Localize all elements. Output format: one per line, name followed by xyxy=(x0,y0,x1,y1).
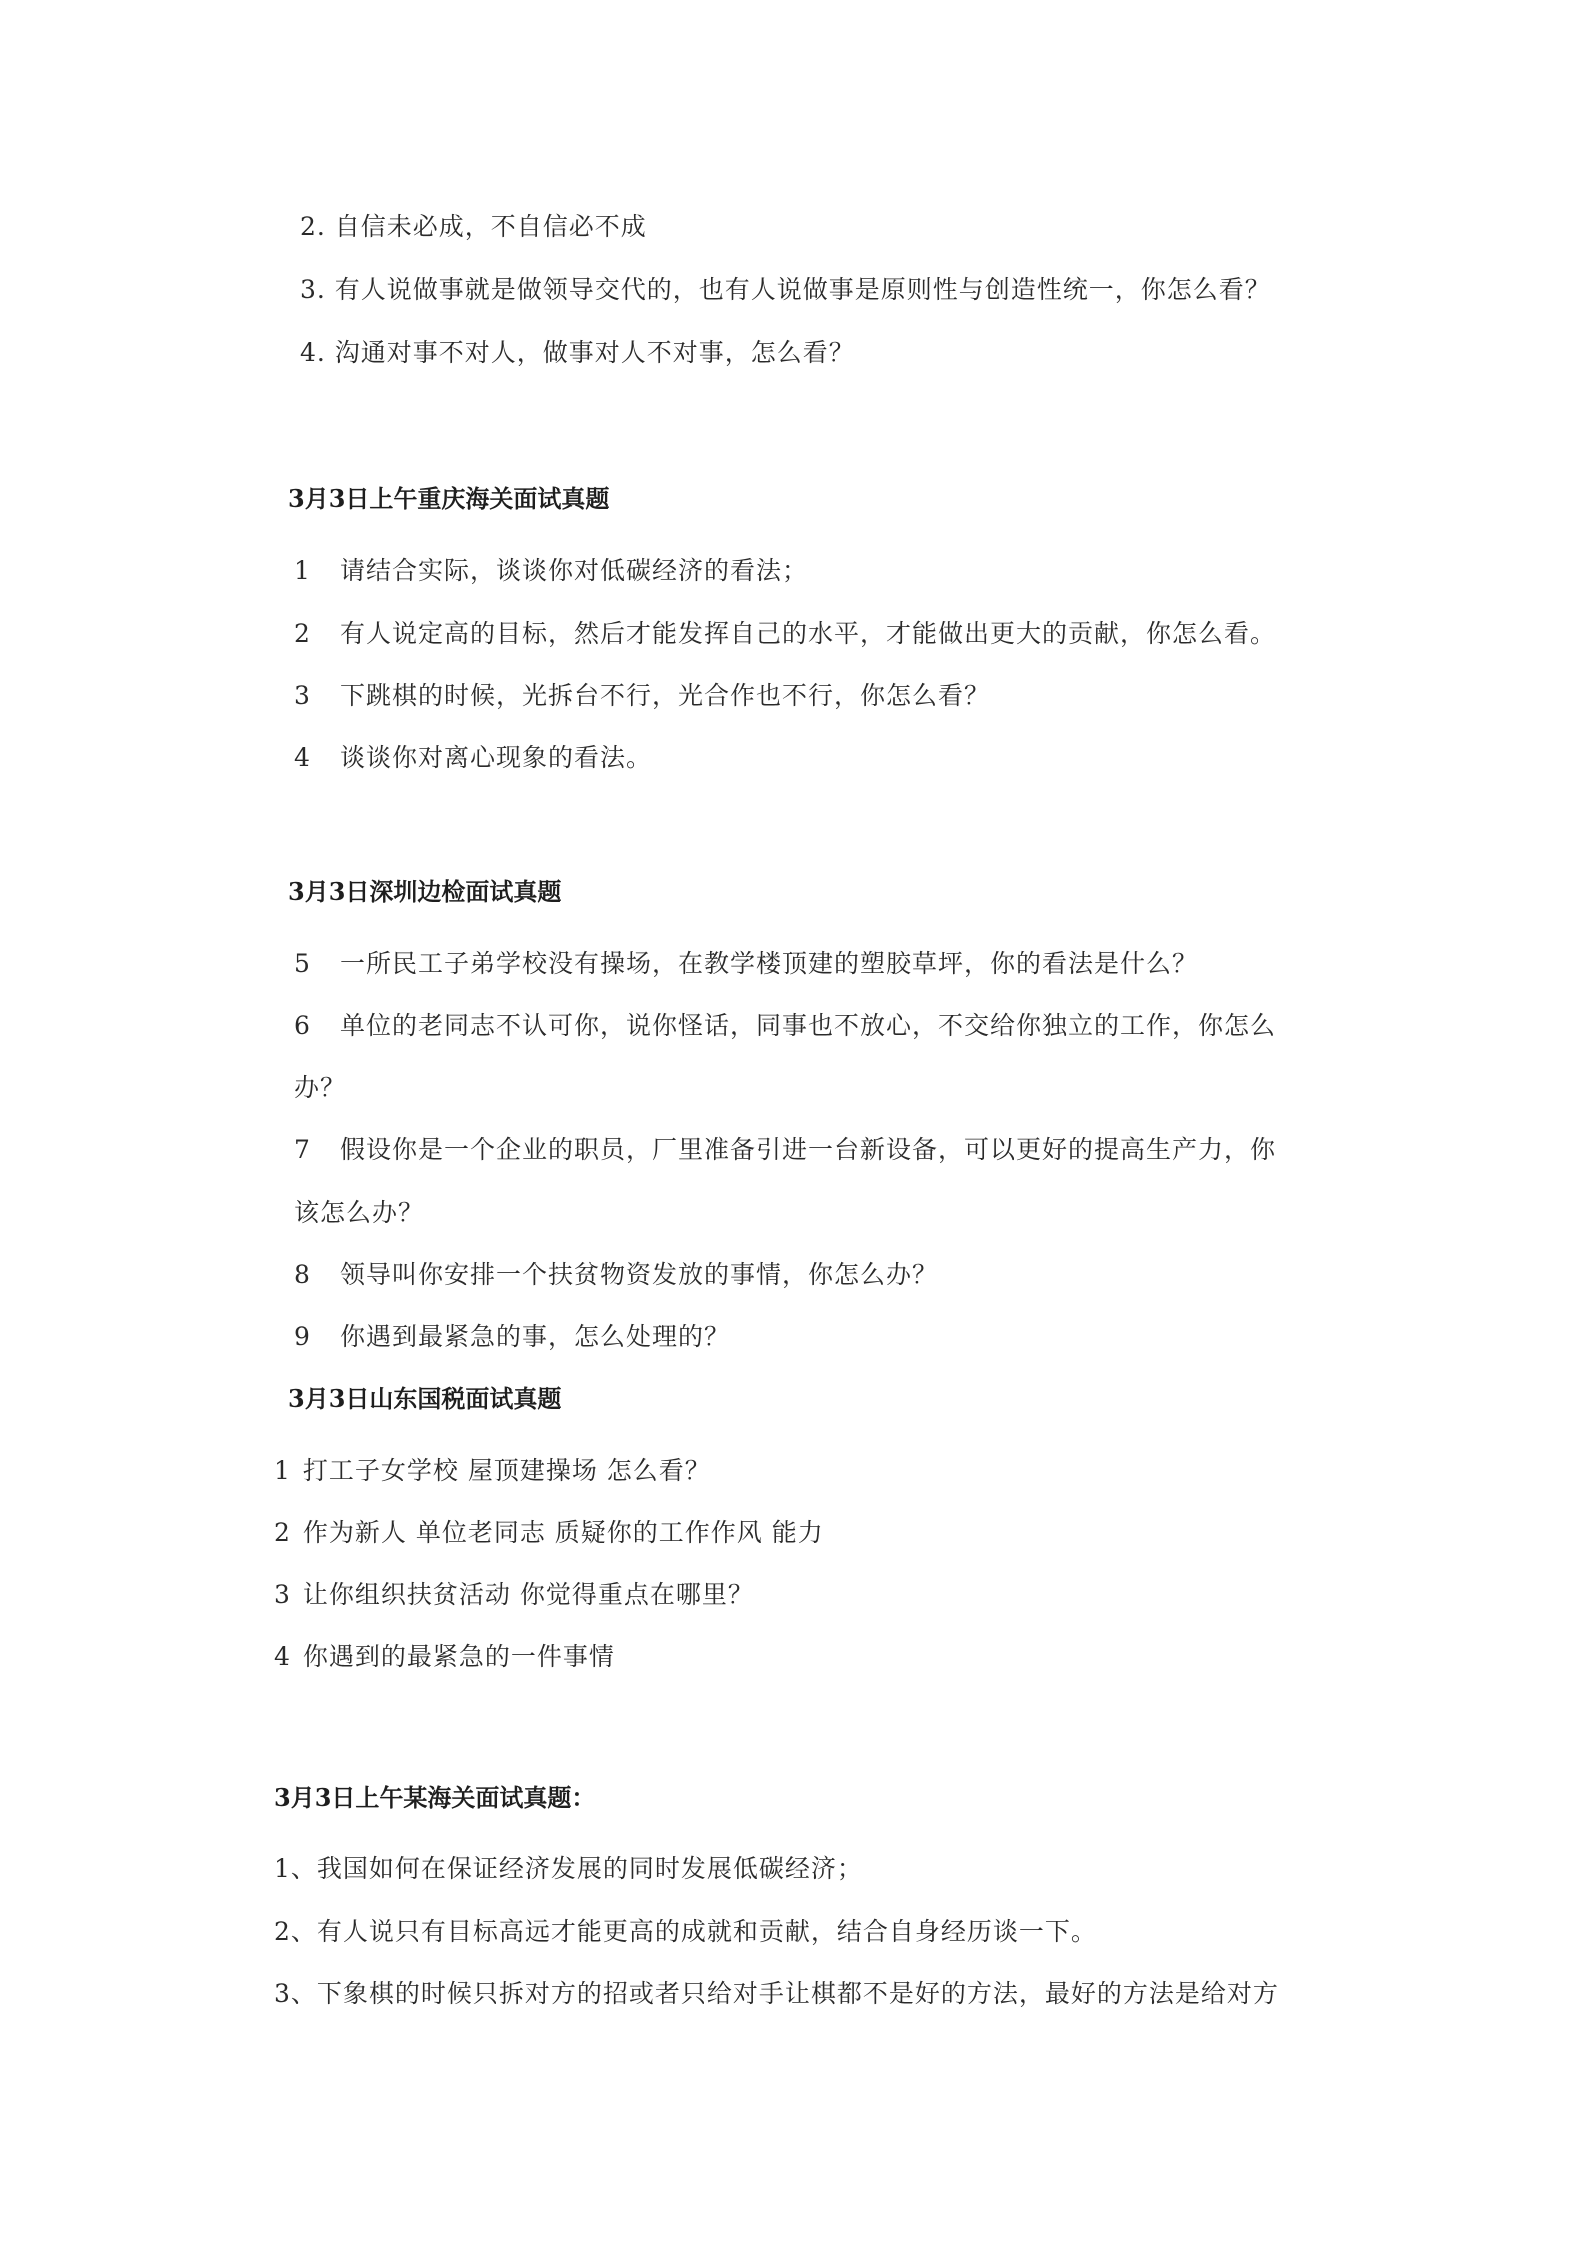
item-text: 一所民工子弟学校没有操场，在教学楼顶建的塑胶草坪，你的看法是什么？ xyxy=(340,949,1199,978)
item-number: 7 xyxy=(294,1135,311,1164)
item-number: 9 xyxy=(294,1322,311,1351)
item-text: 作为新人 单位老同志 质疑你的工作作风 能力 xyxy=(302,1518,824,1547)
item-number: 3 xyxy=(294,681,311,710)
list-item xyxy=(294,1258,938,1292)
list-item xyxy=(294,1009,1276,1043)
list-item xyxy=(274,1640,615,1674)
list-item xyxy=(294,679,990,713)
item-number: 1 xyxy=(294,556,311,585)
list-item xyxy=(294,554,808,588)
list-item xyxy=(274,1578,754,1612)
item-number: 1 xyxy=(274,1456,291,1485)
item-number: 6 xyxy=(294,1011,311,1040)
item-text: 谈谈你对离心现象的看法。 xyxy=(340,743,653,772)
list-item: 2、有人说只有目标高远才能更高的成就和贡献，结合自身经历谈一下。 xyxy=(274,1917,1097,1946)
item-text: 下跳棋的时候，光拆台不行，光合作也不行，你怎么看？ xyxy=(340,681,991,710)
item-number: 2 xyxy=(274,1518,291,1547)
item-number: 3 xyxy=(274,1580,291,1609)
item-text: 请结合实际，谈谈你对低碳经济的看法； xyxy=(340,556,809,585)
list-item-continuation: 办？ xyxy=(294,1073,347,1102)
item-number: 4 xyxy=(274,1642,291,1671)
list-item-continuation: 该怎么办？ xyxy=(294,1198,425,1227)
list-item xyxy=(294,741,652,775)
section-title-haiguan: 3月3日上午某海关面试真题： xyxy=(274,1783,596,1812)
section-title-shandong: 3月3日山东国税面试真题 xyxy=(288,1384,562,1413)
list-item xyxy=(294,617,1276,651)
list-item: 3、下象棋的时候只拆对方的招或者只给对手让棋都不是好的方法，最好的方法是给对方 xyxy=(274,1979,1279,2008)
item-number: 4 xyxy=(294,743,311,772)
list-item xyxy=(294,1320,730,1354)
list-item xyxy=(274,1516,824,1550)
section-title-chongqing: 3月3日上午重庆海关面试真题 xyxy=(288,484,610,513)
list-item: 3. 有人说做事就是做领导交代的，也有人说做事是原则性与创造性统一，你怎么看？ xyxy=(300,275,1271,304)
list-item: 4. 沟通对事不对人，做事对人不对事，怎么看？ xyxy=(300,338,855,367)
item-text: 有人说定高的目标，然后才能发挥自己的水平，才能做出更大的贡献，你怎么看。 xyxy=(340,619,1277,648)
item-number: 2 xyxy=(294,619,311,648)
item-text: 单位的老同志不认可你，说你怪话，同事也不放心，不交给你独立的工作，你怎么 xyxy=(340,1011,1277,1040)
list-item xyxy=(294,1133,1276,1167)
item-text: 你遇到最紧急的事，怎么处理的？ xyxy=(340,1322,731,1351)
item-text: 让你组织扶贫活动 你觉得重点在哪里？ xyxy=(302,1580,754,1609)
item-text: 领导叫你安排一个扶贫物资发放的事情，你怎么办？ xyxy=(340,1260,939,1289)
list-item: 2. 自信未必成，不自信必不成 xyxy=(300,212,647,241)
item-text: 你遇到的最紧急的一件事情 xyxy=(302,1642,615,1671)
list-item xyxy=(274,1454,711,1488)
item-text: 打工子女学校 屋顶建操场 怎么看？ xyxy=(302,1456,711,1485)
item-text: 假设你是一个企业的职员，厂里准备引进一台新设备，可以更好的提高生产力，你 xyxy=(340,1135,1277,1164)
list-item xyxy=(294,947,1198,981)
item-number: 5 xyxy=(294,949,311,978)
section-title-shenzhen: 3月3日深圳边检面试真题 xyxy=(288,877,562,906)
item-number: 8 xyxy=(294,1260,311,1289)
list-item: 1、我国如何在保证经济发展的同时发展低碳经济； xyxy=(274,1854,863,1883)
